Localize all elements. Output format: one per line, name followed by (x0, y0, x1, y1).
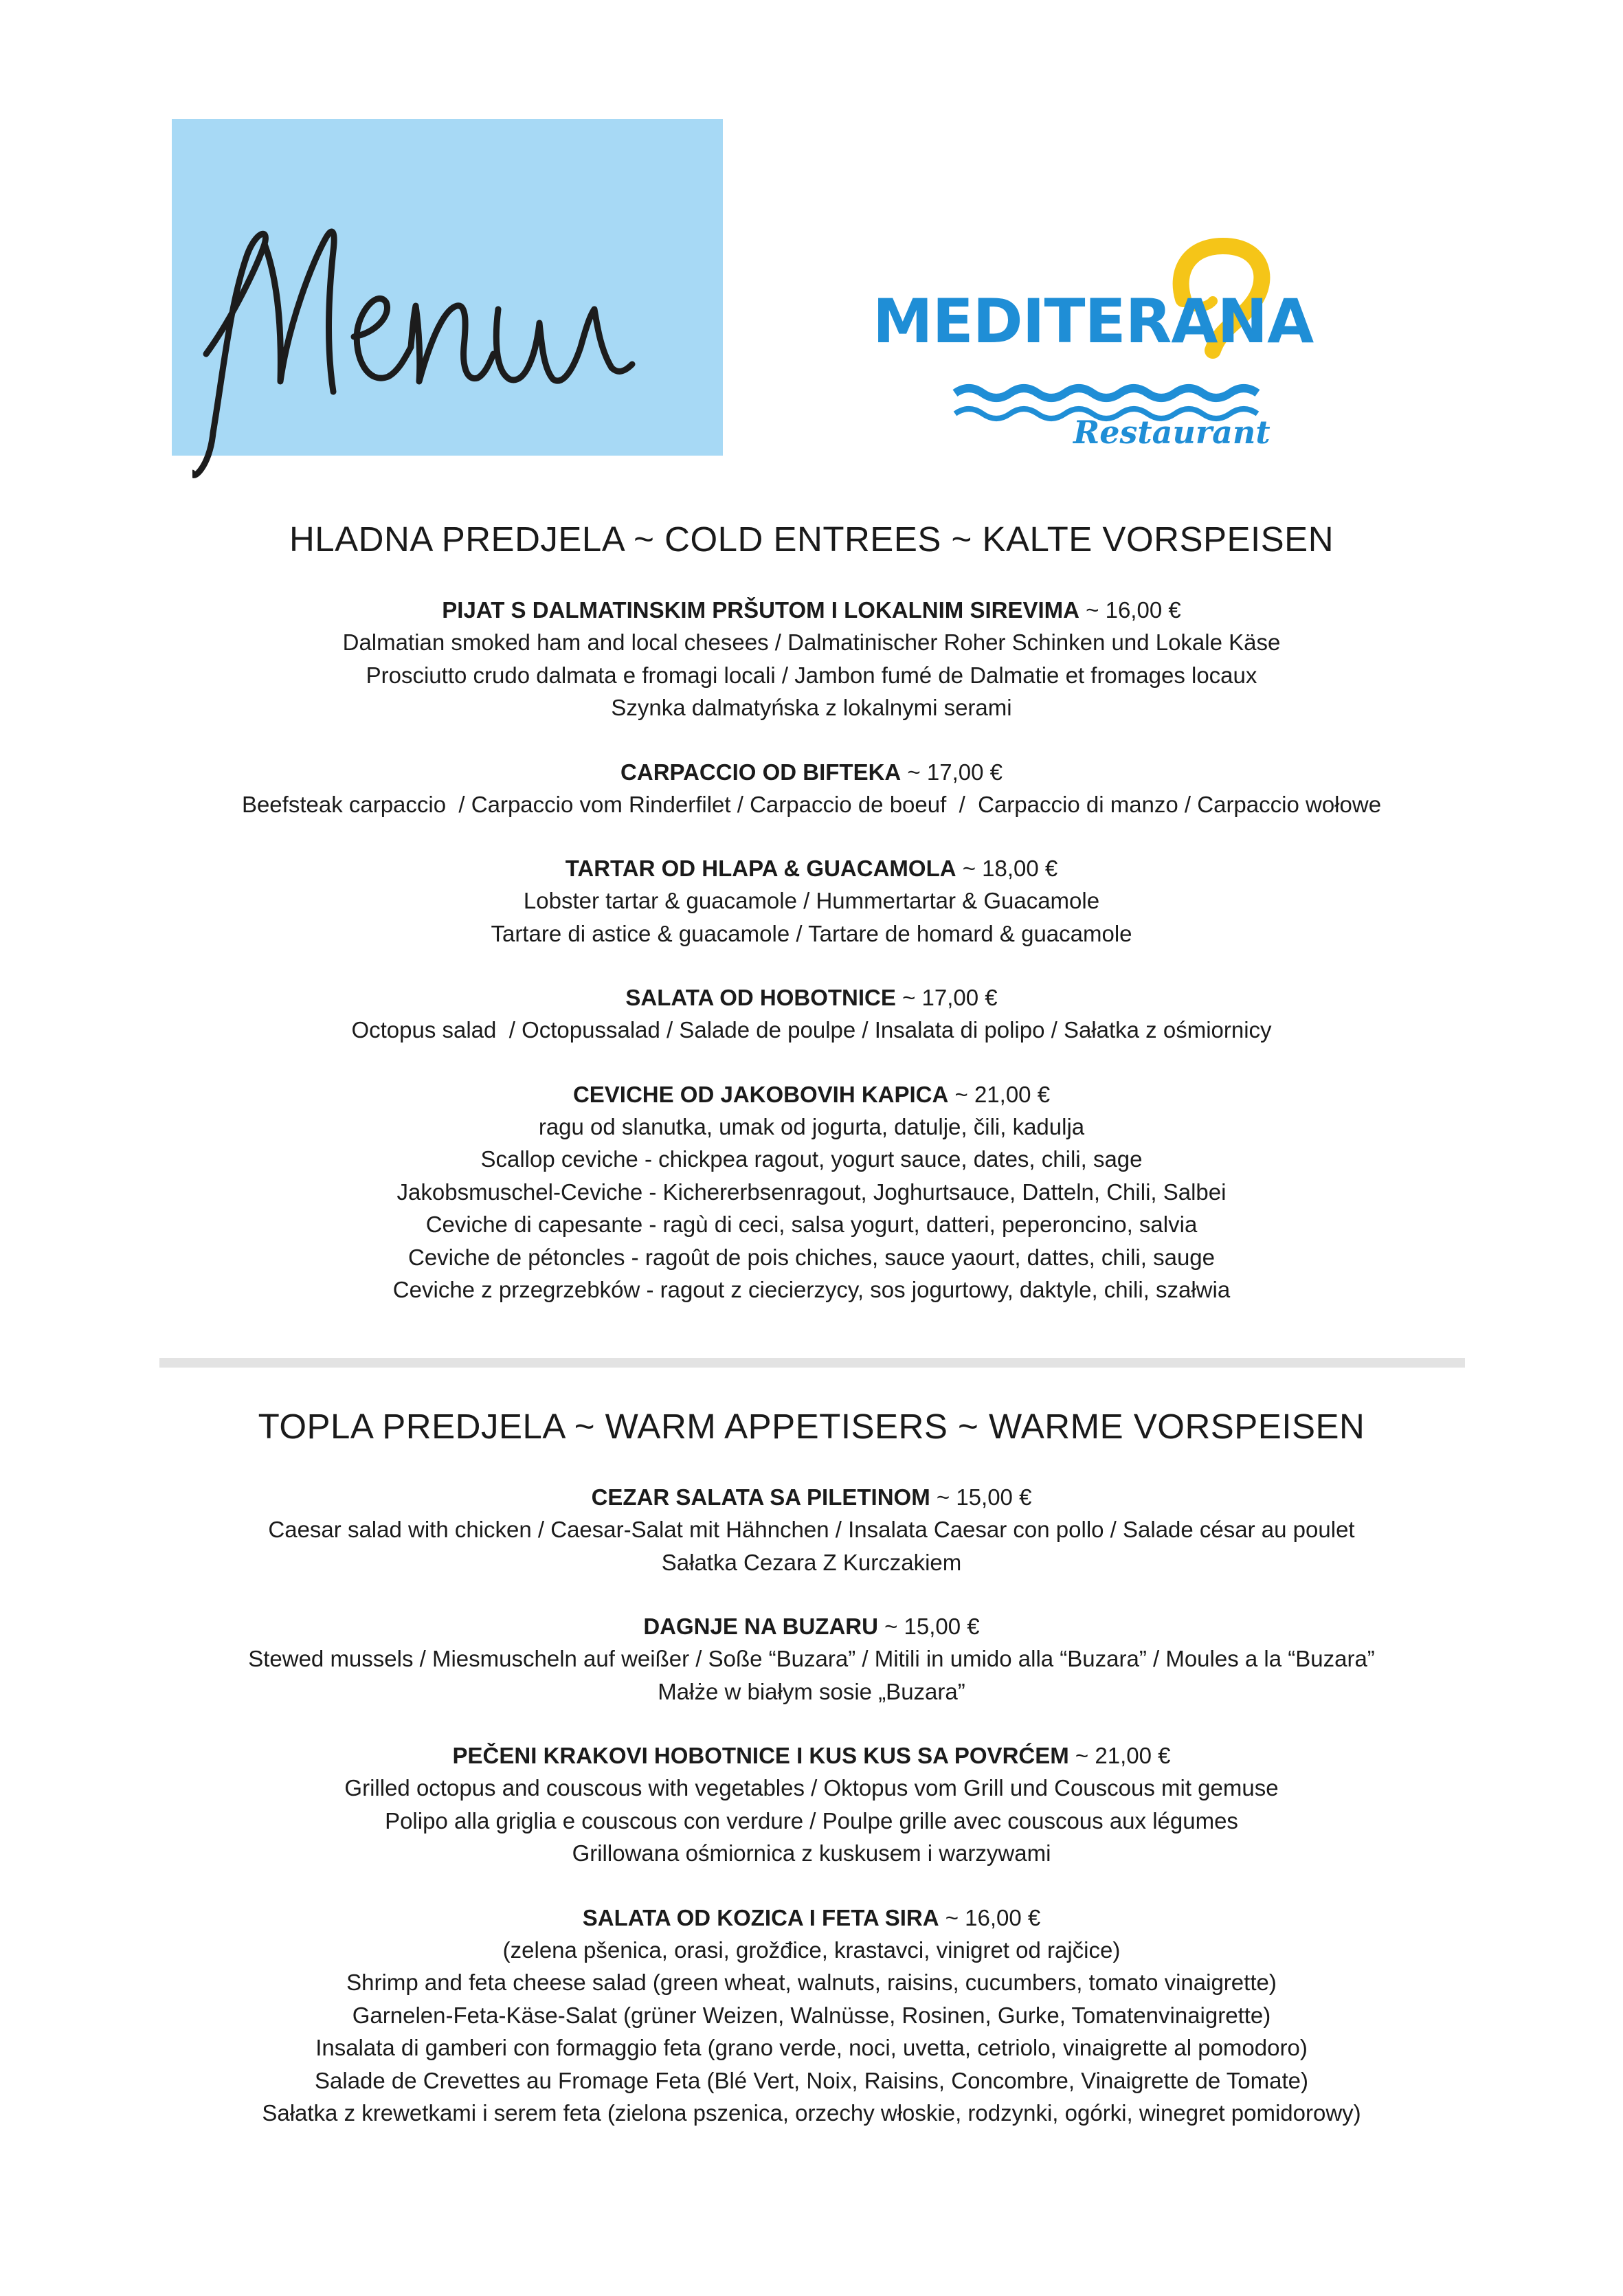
cold-items-list (0, 594, 1623, 1306)
menu-item-price: ~ 16,00 € (1079, 597, 1181, 623)
menu-item-heading (0, 1481, 1623, 1513)
menu-item-name: CEVICHE OD JAKOBOVIH KAPICA (572, 1081, 949, 1107)
menu-item-heading (0, 594, 1623, 626)
menu-item-description: Lobster tartar & guacamole / Hummertartar & Guacamole (523, 888, 1100, 913)
menu-item (0, 981, 1623, 1047)
menu-item-description: Sałatka z krewetkami i serem feta (zielona pszenica, orzechy włoskie, rodzynki, ogórki, winegret pomidorowy) (262, 2100, 1361, 2126)
menu-item-description: Ceviche di capesante - ragù di ceci, salsa yogurt, datteri, peperoncino, salvia (425, 1212, 1198, 1237)
menu-item-description: Prosciutto crudo dalmata e fromagi locali / Jambon fumé de Dalmatie et fromages locaux (366, 662, 1257, 688)
menu-item-description: Małże w białym sosie „Buzara” (658, 1678, 965, 1704)
menu-item (0, 1481, 1623, 1579)
menu-item-heading (0, 852, 1623, 884)
menu-item (0, 1078, 1623, 1306)
menu-item-description: Tartare di astice & guacamole / Tartare de homard & guacamole (491, 920, 1132, 946)
menu-item-description: Garnelen-Feta-Käse-Salat (grüner Weizen, Walnüsse, Rosinen, Gurke, Tomatenvinaigrette) (352, 2002, 1271, 2028)
menu-item-description: Octopus salad / Octopussalad / Salade de poulpe / Insalata di polipo / Sałatka z ośmiornicy (351, 1017, 1272, 1043)
menu-item-description: Salade de Crevettes au Fromage Feta (Blé Vert, Noix, Raisins, Concombre, Vinaigrette de Tomate) (315, 2067, 1308, 2093)
menu-item-name: TARTAR OD HLAPA & GUACAMOLA (565, 856, 956, 881)
menu-item-name: PEČENI KRAKOVI HOBOTNICE I KUS KUS SA POVRĆEM (452, 1743, 1069, 1768)
menu-item-heading (0, 1902, 1623, 1934)
logo-subtitle: Restaurant (1073, 414, 1271, 451)
menu-item-price: ~ 18,00 € (956, 856, 1058, 881)
menu-item-heading (0, 981, 1623, 1014)
menu-item-price: ~ 21,00 € (1068, 1743, 1171, 1768)
warm-items-list (0, 1481, 1623, 2130)
menu-item-description: Insalata di gamberi con formaggio feta (grano verde, noci, uvetta, cetriolo, vinaigrette al pomodoro) (315, 2035, 1308, 2060)
menu-item-description: Shrimp and feta cheese salad (green wheat, walnuts, raisins, cucumbers, tomato vinaigrette) (346, 1970, 1277, 1995)
menu-item-heading (0, 1078, 1623, 1111)
menu-item-name: PIJAT S DALMATINSKIM PRŠUTOM I LOKALNIM SIREVIMA (442, 597, 1079, 623)
menu-item-name: DAGNJE NA BUZARU (643, 1614, 878, 1639)
menu-item-price: ~ 17,00 € (901, 759, 1003, 785)
menu-item-description: Sałatka Cezara Z Kurczakiem (661, 1549, 962, 1575)
menu-item (0, 594, 1623, 724)
menu-item (0, 1902, 1623, 2130)
menu-item-price: ~ 16,00 € (939, 1904, 1041, 1930)
menu-item (0, 756, 1623, 821)
menu-script-title (192, 206, 687, 481)
menu-item-name: CEZAR SALATA SA PILETINOM (591, 1484, 930, 1510)
menu-item-price: ~ 21,00 € (948, 1081, 1051, 1107)
menu-item-description: Beefsteak carpaccio / Carpaccio vom Rinderfilet / Carpaccio de boeuf / Carpaccio di manzo / Carpaccio wołowe (241, 791, 1382, 817)
logo-wordmark: MEDITERANA (873, 286, 1314, 357)
menu-item (0, 1610, 1623, 1708)
menu-item-description: Szynka dalmatyńska z lokalnymi serami (611, 695, 1012, 720)
menu-item-description: Stewed mussels / Miesmuscheln auf weißer / Soße “Buzara” / Mitili in umido alla “Buzara” / Moules a la “Buzara” (248, 1646, 1375, 1671)
menu-item-price: ~ 15,00 € (930, 1484, 1032, 1510)
menu-item-description: Scallop ceviche - chickpea ragout, yogurt sauce, dates, chili, sage (480, 1146, 1143, 1172)
menu-item-heading (0, 1739, 1623, 1772)
section-title: TOPLA PREDJELA ~ WARM APPETISERS ~ WARME VORSPEISEN (258, 1407, 1365, 1446)
menu-item-description: Grilled octopus and couscous with vegetables / Oktopus vom Grill und Couscous mit gemuse (344, 1775, 1279, 1801)
menu-item (0, 1739, 1623, 1870)
restaurant-logo (866, 234, 1319, 460)
menu-item-description: (zelena pšenica, orasi, grožđice, krastavci, vinigret od rajčice) (502, 1937, 1121, 1963)
menu-item-description: Dalmatian smoked ham and local chesees / Dalmatinischer Roher Schinken und Lokale Käse (342, 629, 1281, 655)
menu-item-description: Grillowana ośmiornica z kuskusem i warzywami (572, 1840, 1051, 1866)
menu-item-description: Ceviche de pétoncles - ragoût de pois chiches, sauce yaourt, dattes, chili, sauge (407, 1244, 1215, 1270)
warm-appetisers-section (0, 1403, 1623, 2130)
menu-item-price: ~ 17,00 € (895, 985, 998, 1010)
menu-item-description: Jakobsmuschel-Ceviche - Kichererbsenragout, Joghurtsauce, Datteln, Chili, Salbei (396, 1179, 1227, 1205)
menu-item-price: ~ 15,00 € (877, 1614, 980, 1639)
menu-item-name: CARPACCIO OD BIFTEKA (620, 759, 902, 785)
section-divider (159, 1358, 1465, 1368)
menu-item-description: Polipo alla griglia e couscous con verdure / Poulpe grille avec couscous aux légumes (385, 1807, 1238, 1834)
section-title: HLADNA PREDJELA ~ COLD ENTREES ~ KALTE VORSPEISEN (289, 520, 1334, 559)
cold-entrees-section (0, 515, 1623, 1306)
menu-item-description: ragu od slanutka, umak od jogurta, datulje, čili, kadulja (538, 1113, 1085, 1139)
menu-item-name: SALATA OD KOZICA I FETA SIRA (582, 1904, 939, 1930)
menu-item-description: Ceviche z przegrzebków - ragout z ciecierzycy, sos jogurtowy, daktyle, chili, szałwia (392, 1277, 1231, 1302)
menu-item-heading (0, 756, 1623, 788)
menu-item-heading (0, 1610, 1623, 1642)
menu-item-description: Caesar salad with chicken / Caesar-Salat mit Hähnchen / Insalata Caesar con pollo / Salade césar au poulet (268, 1517, 1355, 1542)
menu-item (0, 852, 1623, 950)
menu-item-name: SALATA OD HOBOTNICE (625, 985, 896, 1010)
